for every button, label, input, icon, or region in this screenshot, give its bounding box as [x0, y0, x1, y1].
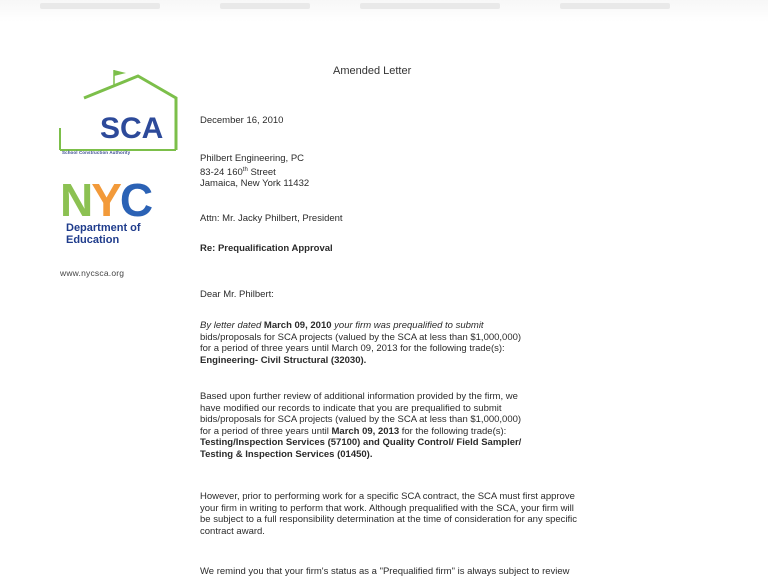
paragraph-4: We remind you that your firm's status as a "Prequalified firm" is always subject to review — [200, 566, 570, 577]
address-line3: Jamaica, New York 11432 — [200, 178, 310, 190]
salutation: Dear Mr. Philbert: — [200, 289, 274, 300]
letter-date: December 16, 2010 — [200, 115, 284, 126]
website-link[interactable]: www.nycsca.org — [60, 268, 125, 278]
attention-line: Attn: Mr. Jacky Philbert, President — [200, 213, 343, 224]
sca-logo — [56, 68, 180, 160]
doe-label-line2: Education — [66, 234, 120, 246]
paragraph-3: However, prior to performing work for a specific SCA contract, the SCA must first approve your firm in writing to perform that work. Although prequalified with the SCA, your firm will be subject to a full responsibility determination at the time of consideration for any specific contract award. — [200, 491, 578, 537]
address-line2: 83-24 160th Street — [200, 166, 276, 178]
sca-logo-text: SCA — [100, 112, 164, 145]
scan-artifact-band — [0, 0, 768, 22]
document-title: Amended Letter — [333, 65, 412, 77]
sca-tagline: School Construction Authority — [62, 150, 131, 155]
doe-label-line1: Department of — [66, 222, 141, 234]
address-line1: Philbert Engineering, PC — [200, 153, 305, 164]
nyc-logo-text: NYC — [60, 176, 152, 222]
doe-label — [66, 222, 176, 246]
paragraph-1: By letter dated March 09, 2010 your firm was prequalified to submit bids/proposals for SCA projects (valued by the SCA at less than $1,000,000) for a period of three years until March 09, 2013 for the following trade(s): Engineering- Civil Structural (32030). — [200, 320, 522, 366]
paragraph-2: Based upon further review of additional information provided by the firm, we have modified our records to indicate that you are prequalified to submit bids/proposals for SCA projects (valued by the SCA at less than $1,000,000) for a period of three years until March 09, 2013 for the following trade(s): Testing/Inspection Services (57100) and Quality Control/ Field Sampler/ Testing & Inspection Services (01450). — [200, 391, 522, 460]
recipient-address — [200, 153, 309, 190]
nyc-logo — [60, 176, 180, 222]
subject-line: Re: Prequalification Approval — [200, 243, 333, 254]
